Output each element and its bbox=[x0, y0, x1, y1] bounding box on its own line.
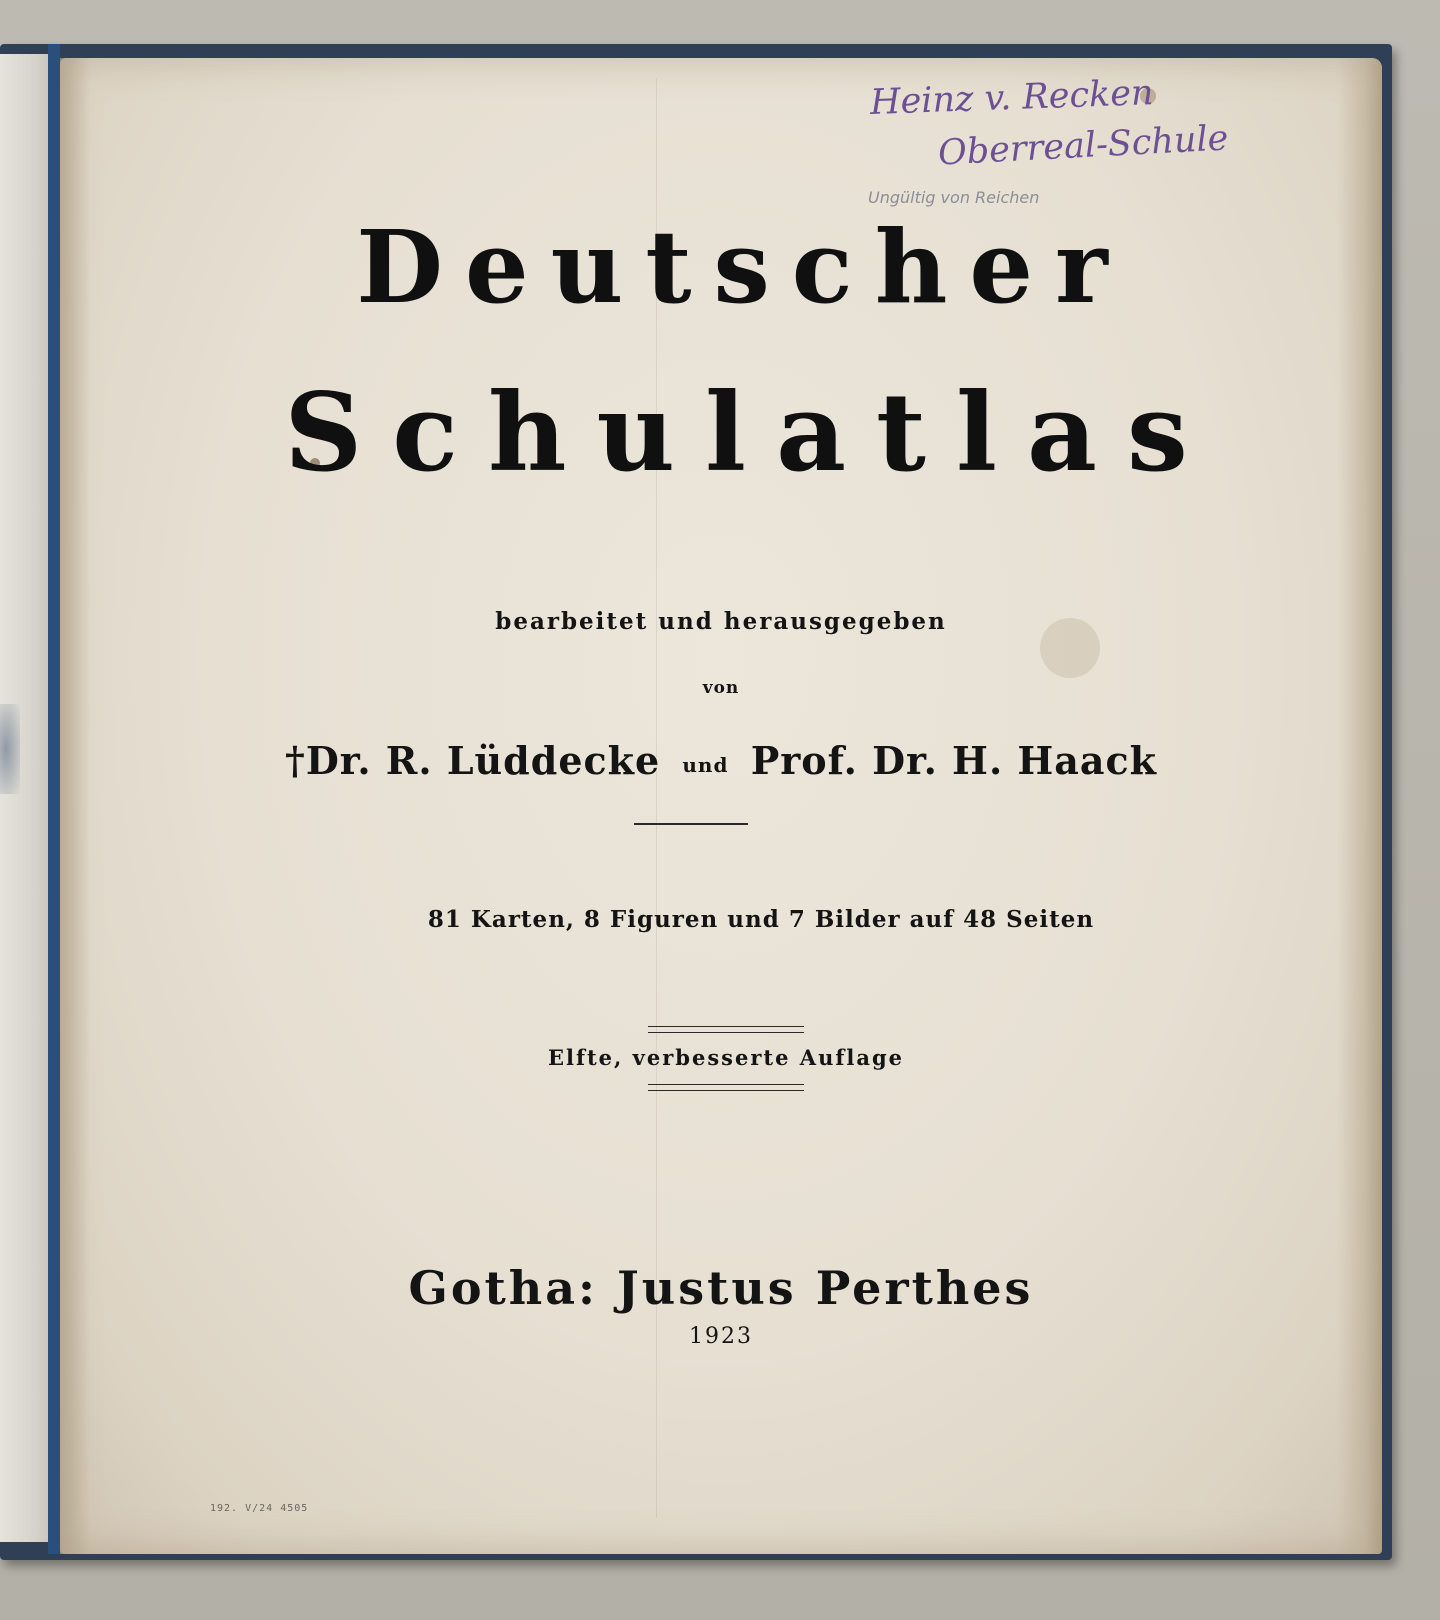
author-second: Prof. Dr. H. Haack bbox=[750, 738, 1158, 783]
flyleaf-stamp-mark bbox=[0, 704, 20, 794]
title-page bbox=[60, 58, 1382, 1554]
subtitle: bearbeitet und herausgegeben bbox=[495, 608, 947, 635]
author-first: †Dr. R. Lüddecke bbox=[284, 738, 661, 783]
edition-rule-top bbox=[648, 1026, 804, 1033]
printer-mark: 192. V/24 4505 bbox=[210, 1503, 309, 1514]
authors-conjunction: und bbox=[682, 752, 729, 777]
pencil-annotation: Ungültig von Reichen bbox=[868, 188, 1040, 207]
title-line-2: Schulatlas bbox=[284, 370, 1218, 496]
handwritten-school-name: Oberreal-Schule bbox=[937, 118, 1230, 174]
book-spine-edge bbox=[48, 44, 60, 1554]
left-flyleaf bbox=[0, 54, 52, 1542]
by-label: von bbox=[702, 678, 740, 698]
divider-rule bbox=[634, 823, 748, 825]
publisher: Gotha: Justus Perthes bbox=[408, 1261, 1034, 1315]
edition-label: Elfte, verbesserte Auflage bbox=[547, 1045, 905, 1070]
edition-block bbox=[60, 1026, 1382, 1091]
contents-summary: 81 Karten, 8 Figuren und 7 Bilder auf 48 Seiten bbox=[427, 906, 1095, 933]
publication-year: 1923 bbox=[689, 1324, 753, 1349]
handwritten-owner-name: Heinz v. Recken bbox=[869, 73, 1155, 123]
edition-rule-bottom bbox=[648, 1084, 804, 1091]
title-line-1: Deutscher bbox=[356, 208, 1130, 326]
authors-line bbox=[60, 738, 1382, 783]
